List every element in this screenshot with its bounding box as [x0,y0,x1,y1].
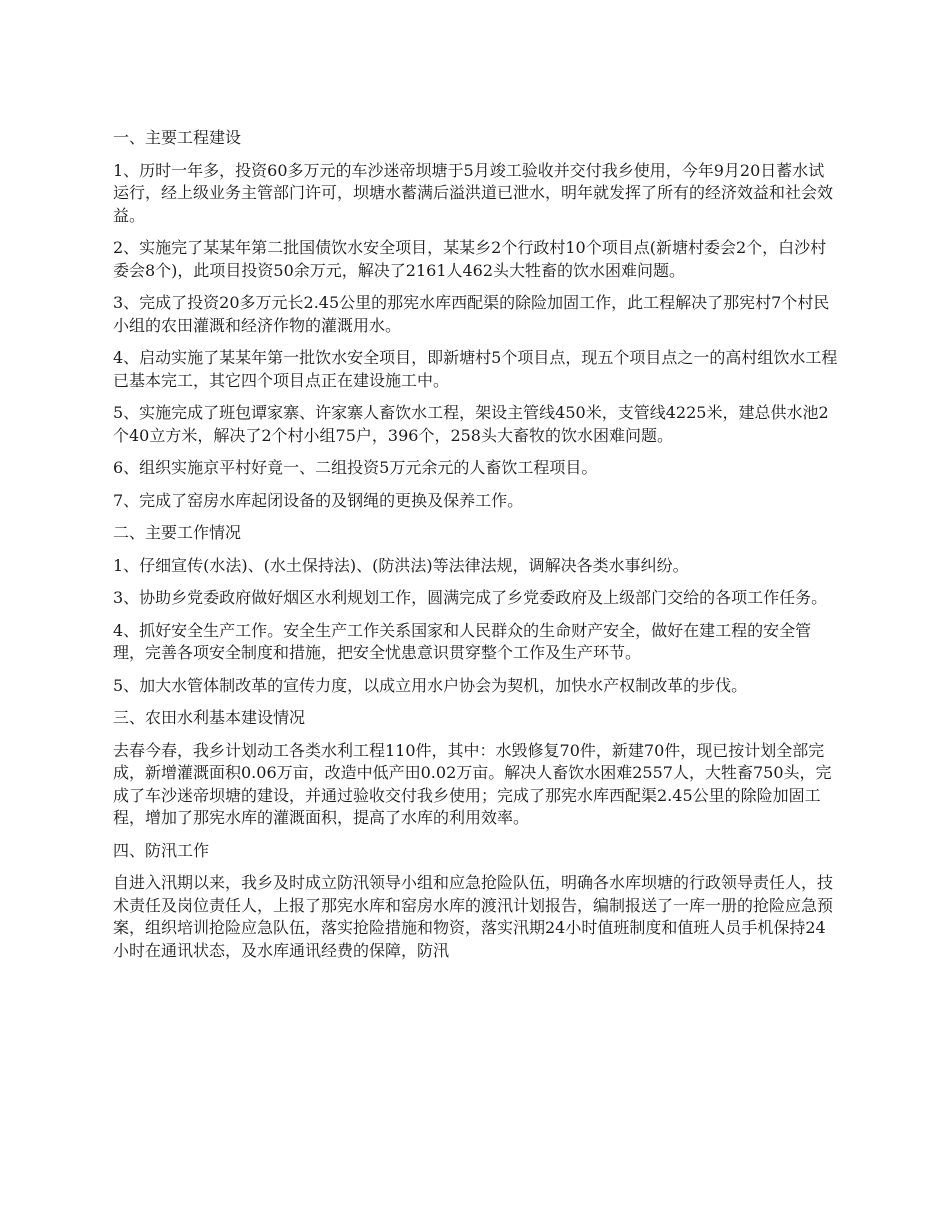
paragraph-body-1: 去春今春，我乡计划动工各类水利工程110件，其中：水毁修复70件，新建70件，现已按计划全部完成，新增灌溉面积0.06万亩，改造中低产田0.02万亩。解决人畜饮水困难2557人，大牲畜750头，完成了车沙迷帝坝塘的建设，并通过验收交付我乡使用；完成了那宪水库西配渠2.45公里的除险加固工程，增加了那宪水库的灌溉面积，提高了水库的利用效率。 [113,740,832,827]
section-heading-3: 三、农田水利基本建设情况 [113,708,306,727]
paragraph-item-6: 6、组织实施京平村好竟一、二组投资5万元余元的人畜饮工程项目。 [113,458,598,477]
paragraph-item-8: 1、仔细宣传(水法)、(水土保持法)、(防洪法)等法律法规，调解决各类水事纠纷。 [113,555,689,575]
paragraph-item-4: 4、启动实施了某某年第一批饮水安全项目，即新塘村5个项目点，现五个项目点之一的高村组饮水工程已基本完工，其它四个项目点正在建设施工中。 [113,348,838,390]
paragraph-item-5: 5、实施完成了班包谭家寨、许家寨人畜饮水工程，架设主管线450米，支管线4225米，建总供水池2个40立方米，解决了2个村小组75户，396个，258头大畜牧的饮水困难问题。 [113,403,829,445]
paragraph-item-2: 2、实施完了某某年第二批国债饮水安全项目，某某乡2个行政村10个项目点(新塘村委会2个，白沙村委会8个)，此项目投资50余万元，解决了2161人462头大牲畜的饮水困难问题。 [113,238,827,280]
paragraph-body-2: 自进入汛期以来，我乡及时成立防汛领导小组和应急抢险队伍，明确各水库坝塘的行政领导责任人，技术责任及岗位责任人，上报了那宪水库和窑房水库的渡汛计划报告，编制报送了一库一册的抢险应急预案，组织培训抢险应急队伍，落实抢险措施和物资，落实汛期24小时值班制度和值班人员手机保持24小时在通讯状态，及水库通讯经费的保障，防汛 [113,873,834,960]
paragraph-item-9: 3、协助乡党委政府做好烟区水利规划工作，圆满完成了乡党委政府及上级部门交给的各项工作任务。 [113,588,828,607]
paragraph-item-3: 3、完成了投资20多万元长2.45公里的那宪水库西配渠的除险加固工作，此工程解决了那宪村7个村民小组的农田灌溉和经济作物的灌溉用水。 [113,293,830,335]
paragraph-item-1: 1、历时一年多，投资60多万元的车沙迷帝坝塘于5月竣工验收并交付我乡使用，今年9月20日蓄水试运行，经上级业务主管部门许可，坝塘水蓄满后溢洪道已泄水，明年就发挥了所有的经济效益和社会效益。 [113,160,834,225]
section-heading-1: 一、主要工程建设 [113,128,242,147]
document-page [113,127,840,972]
paragraph-item-10: 4、抓好安全生产工作。安全生产工作关系国家和人民群众的生命财产安全，做好在建工程的安全管理，完善各项安全制度和措施，把安全忧患意识贯穿整个工作及生产环节。 [113,620,812,662]
paragraph-item-11: 5、加大水管体制改革的宣传力度，以成立用水户协会为契机，加快水产权制改革的步伐。 [113,675,748,695]
section-heading-2: 二、主要工作情况 [113,523,242,542]
paragraph-item-7: 7、完成了窑房水库起闭设备的及钢绳的更换及保养工作。 [113,490,524,510]
section-heading-4: 四、防汛工作 [113,840,210,860]
